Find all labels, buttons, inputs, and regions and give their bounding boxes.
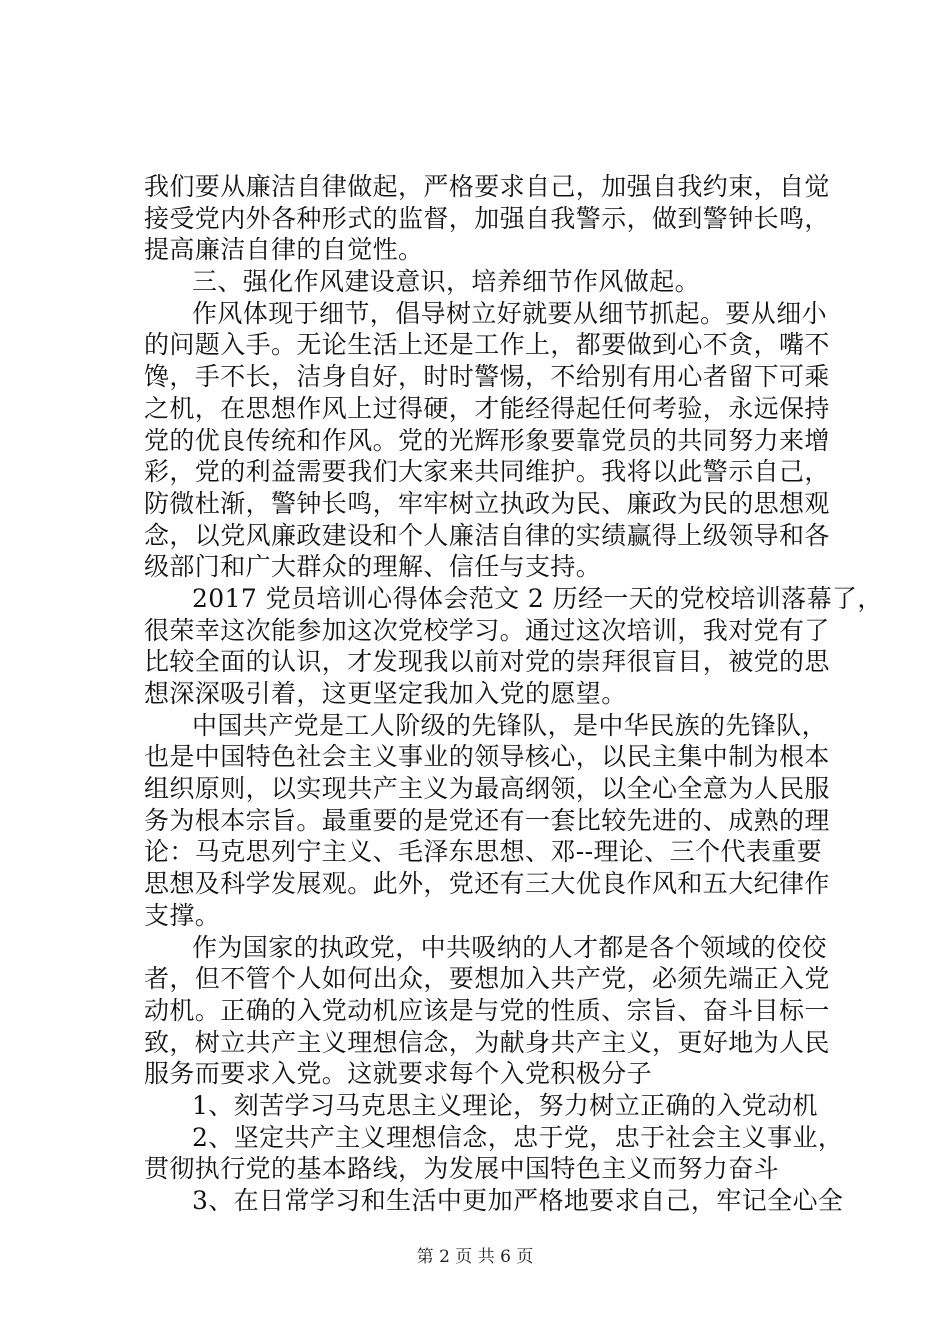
text-line: 论：马克思列宁主义、毛泽东思想、邓--理论、三个代表重要 xyxy=(144,837,823,867)
text-line: 也是中国特色社会主义事业的领导核心，以民主集中制为根本 xyxy=(144,742,830,772)
text-line: 者，但不管个人如何出众，要想加入共产党，必须先端正入党 xyxy=(144,964,830,994)
text-line: 接受党内外各种形式的监督，加强自我警示，做到警钟长鸣， xyxy=(144,203,830,233)
text-line: 1、刻苦学习马克思主义理论，努力树立正确的入党动机 xyxy=(192,1090,818,1120)
text-line: 贯彻执行党的基本路线，为发展中国特色主义而努力奋斗 xyxy=(144,1154,780,1184)
text-line: 3、在日常学习和生活中更加严格地要求自己，牢记全心全 xyxy=(192,1186,844,1215)
text-line: 动机。正确的入党动机应该是与党的性质、宗旨、奋斗目标一 xyxy=(144,995,830,1025)
text-line: 2017 党员培训心得体会范文 2 历经一天的党校培训落幕了， xyxy=(192,583,883,613)
text-line: 的问题入手。无论生活上还是工作上，都要做到心不贪，嘴不 xyxy=(144,330,830,360)
text-line: 比较全面的认识，才发现我以前对党的崇拜很盲目，被党的思 xyxy=(144,647,830,677)
text-line: 想深深吸引着，这更坚定我加入党的愿望。 xyxy=(144,679,627,708)
text-line: 组织原则，以实现共产主义为最高纲领，以全心全意为人民服 xyxy=(144,774,830,804)
text-line: 很荣幸这次能参加这次党校学习。通过这次培训，我对党有了 xyxy=(144,615,830,645)
text-line: 防微杜渐，警钟长鸣，牢牢树立执政为民、廉政为民的思想观 xyxy=(144,488,830,518)
text-line: 服务而要求入党。这就要求每个入党积极分子 xyxy=(144,1059,653,1089)
text-line: 馋，手不长，洁身自好，时时警惕，不给别有用心者留下可乘 xyxy=(144,362,830,392)
text-line: 致，树立共产主义理想信念，为献身共产主义，更好地为人民 xyxy=(144,1027,830,1057)
text-line: 思想及科学发展观。此外，党还有三大优良作风和五大纪律作 xyxy=(144,869,830,899)
text-line: 2、坚定共产主义理想信念，忠于党，忠于社会主义事业， xyxy=(192,1122,844,1152)
text-line: 党的优良传统和作风。党的光辉形象要靠党员的共同努力来增 xyxy=(144,425,830,455)
text-line: 三、强化作风建设意识，培养细节作风做起。 xyxy=(192,267,701,297)
text-line: 级部门和广大群众的理解、信任与支持。 xyxy=(144,552,602,582)
text-line: 务为根本宗旨。最重要的是党还有一套比较先进的、成熟的理 xyxy=(144,805,830,835)
text-line: 作风体现于细节，倡导树立好就要从细节抓起。要从细小 xyxy=(192,298,828,328)
text-line: 我们要从廉洁自律做起，严格要求自己，加强自我约束，自觉 xyxy=(144,172,830,201)
text-line: 提高廉洁自律的自觉性。 xyxy=(144,235,424,265)
text-line: 支撑。 xyxy=(144,900,221,930)
text-line: 彩，党的利益需要我们大家来共同维护。我将以此警示自己， xyxy=(144,457,830,487)
page-footer: 第 2 页 共 6 页 xyxy=(416,1247,534,1267)
document-body xyxy=(144,171,883,1217)
text-line: 中国共产党是工人阶级的先锋队，是中华民族的先锋队， xyxy=(192,710,828,740)
text-line: 之机，在思想作风上过得硬，才能经得起任何考验，永远保持 xyxy=(144,393,830,423)
text-line: 念，以党风廉政建设和个人廉洁自律的实绩赢得上级领导和各 xyxy=(144,520,830,550)
text-line: 作为国家的执政党，中共吸纳的人才都是各个领域的佼佼 xyxy=(192,932,828,962)
